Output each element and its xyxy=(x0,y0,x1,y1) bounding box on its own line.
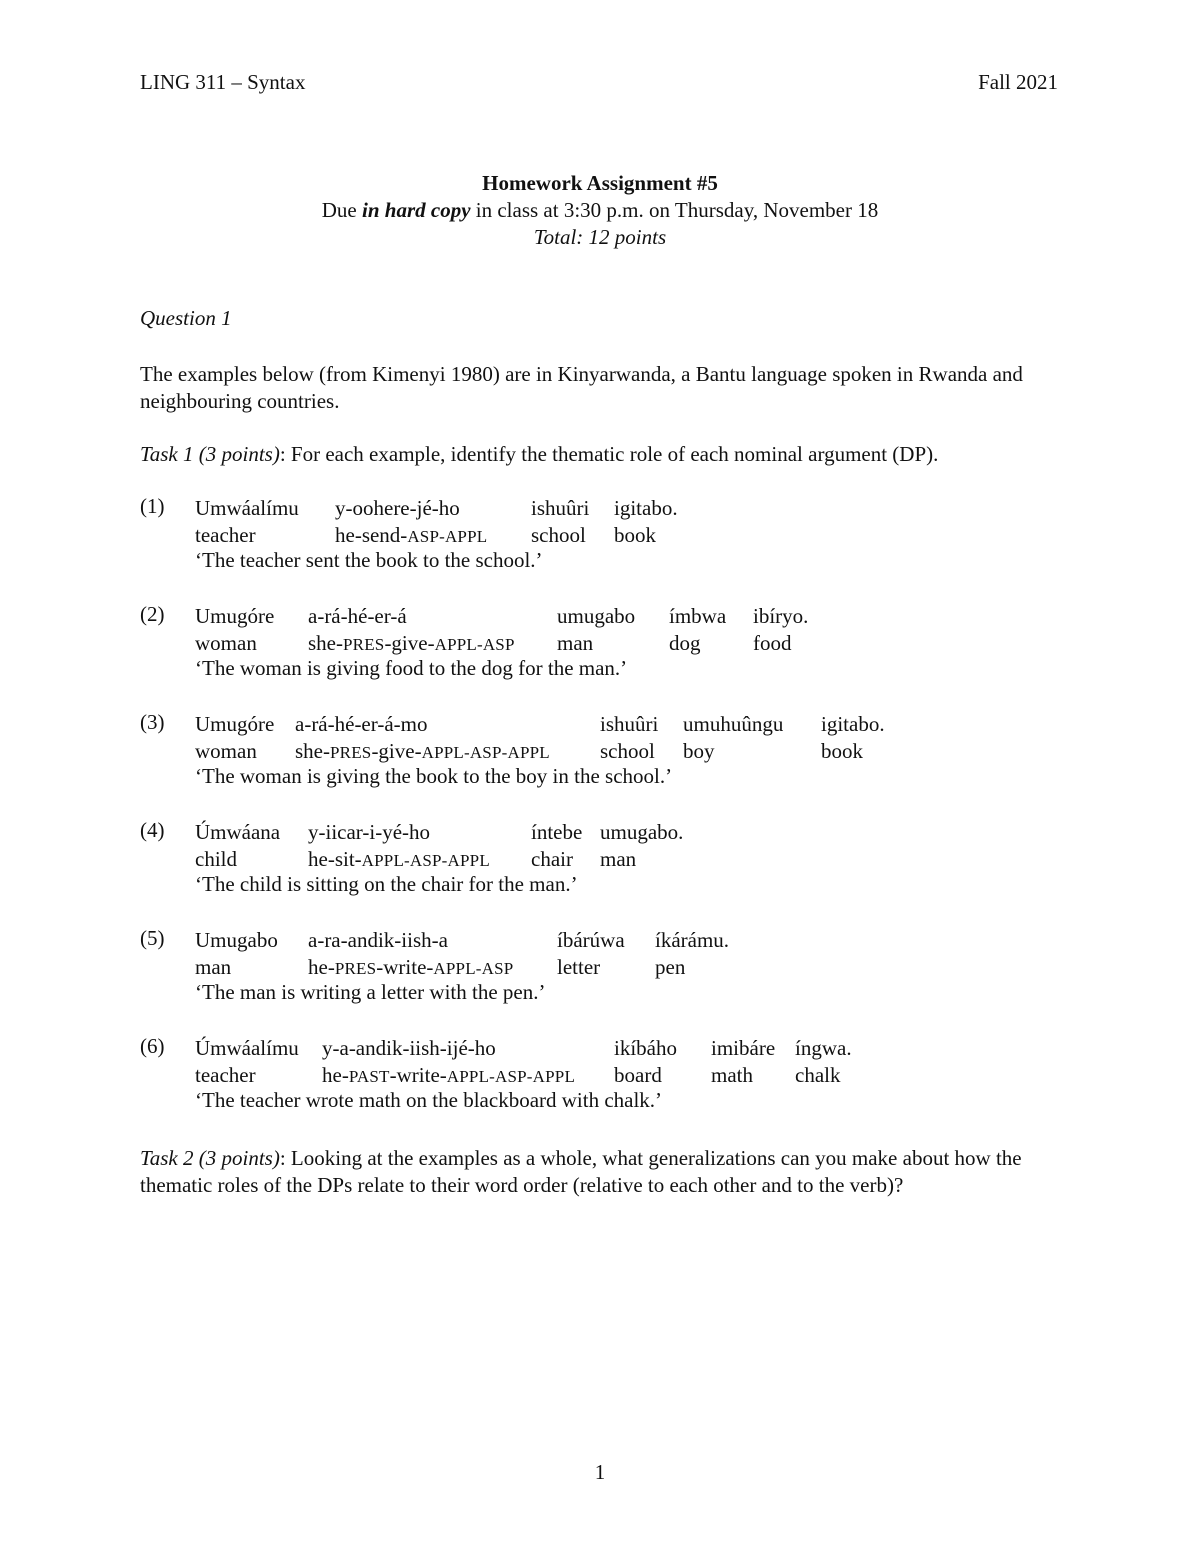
due-line xyxy=(0,200,1200,221)
gloss-item xyxy=(195,631,257,656)
task2-label: Task 2 (3 points) xyxy=(140,1146,280,1170)
example-number: (2) xyxy=(140,602,165,626)
due-suffix: in class at 3:30 p.m. on Thursday, November 18 xyxy=(470,198,879,222)
kinyarwanda-word: Umugóre xyxy=(195,604,275,628)
gloss-text: boy xyxy=(683,739,715,763)
question-label: Question 1 xyxy=(140,306,232,330)
total-points: Total: 12 points xyxy=(533,225,667,249)
kinyarwanda-word: y-oohere-jé-ho xyxy=(335,496,460,520)
gloss-item xyxy=(195,523,256,548)
kinyarwanda-word: Úmwáana xyxy=(195,820,281,844)
gloss-item xyxy=(600,847,636,872)
gloss-text: food xyxy=(753,631,792,655)
gloss-item xyxy=(683,739,715,764)
gloss-text: chalk xyxy=(795,1063,841,1087)
gloss-item xyxy=(195,739,257,764)
gloss-text: book xyxy=(614,523,656,547)
kinyarwanda-word: ishuûri xyxy=(531,496,590,520)
gloss-text: -write- xyxy=(389,1063,447,1087)
gloss-abbreviation: PRES xyxy=(334,959,377,978)
task1-paragraph xyxy=(140,441,1060,468)
gloss-text: -give- xyxy=(371,739,422,763)
kinyarwanda-word: íntebe xyxy=(531,820,583,844)
gloss-item xyxy=(669,631,701,656)
gloss-abbreviation: APPL-ASP xyxy=(433,959,514,978)
gloss-text: man xyxy=(600,847,637,871)
gloss-item xyxy=(614,523,656,548)
gloss-text: chair xyxy=(531,847,573,871)
gloss-abbreviation: APPL-ASP-APPL xyxy=(361,851,490,870)
task2-text: : Looking at the examples as a whole, what generalizations can you make about how the thematic roles of the DPs relate to their word order (relative to each other and to the verb)? xyxy=(140,1146,1022,1197)
gloss-text: man xyxy=(195,955,232,979)
gloss-item xyxy=(753,631,792,656)
kinyarwanda-word: íkárámu. xyxy=(655,928,730,952)
kinyarwanda-word: imibáre xyxy=(711,1036,776,1060)
gloss-text: she- xyxy=(295,739,330,763)
gloss-abbreviation: PAST xyxy=(348,1067,390,1086)
kinyarwanda-word: igitabo. xyxy=(821,712,885,736)
example-number: (1) xyxy=(140,494,165,518)
kinyarwanda-word: umuhuûngu xyxy=(683,712,784,736)
kinyarwanda-word: íngwa. xyxy=(795,1036,852,1060)
kinyarwanda-word: ishuûri xyxy=(600,712,659,736)
gloss-item xyxy=(795,1063,840,1088)
gloss-text: she- xyxy=(308,631,343,655)
gloss-text: woman xyxy=(195,631,257,655)
kinyarwanda-word: ikíbáho xyxy=(614,1036,677,1060)
gloss-text: -give- xyxy=(384,631,435,655)
example-translation: ‘The man is writing a letter with the pen.’ xyxy=(195,980,546,1004)
gloss-text: pen xyxy=(655,955,686,979)
gloss-text: woman xyxy=(195,739,257,763)
gloss-text: he- xyxy=(308,955,335,979)
gloss-item xyxy=(308,631,515,656)
gloss-item xyxy=(600,739,655,764)
gloss-text: -write- xyxy=(376,955,434,979)
kinyarwanda-word: y-iicar-i-yé-ho xyxy=(308,820,431,844)
kinyarwanda-word: a-rá-hé-er-á xyxy=(308,604,407,628)
gloss-text: letter xyxy=(557,955,601,979)
gloss-item xyxy=(531,847,573,872)
gloss-item xyxy=(195,847,237,872)
kinyarwanda-word: Umugabo xyxy=(195,928,278,952)
gloss-text: math xyxy=(711,1063,753,1087)
kinyarwanda-word: igitabo. xyxy=(614,496,678,520)
page-title: Homework Assignment #5 xyxy=(482,171,718,195)
gloss-text: school xyxy=(531,523,586,547)
gloss-text: he-sit- xyxy=(308,847,362,871)
gloss-text: school xyxy=(600,739,655,763)
gloss-text: he- xyxy=(322,1063,349,1087)
gloss-text: board xyxy=(614,1063,662,1087)
gloss-abbreviation: APPL-ASP-APPL xyxy=(446,1067,576,1086)
gloss-item xyxy=(335,523,487,548)
gloss-abbreviation: ASP-APPL xyxy=(407,527,488,546)
gloss-abbreviation: APPL-ASP-APPL xyxy=(421,743,550,762)
gloss-text: teacher xyxy=(195,1063,256,1087)
kinyarwanda-word: ibíryo. xyxy=(753,604,809,628)
gloss-text: dog xyxy=(669,631,701,655)
example-translation: ‘The child is sitting on the chair for the man.’ xyxy=(195,872,578,896)
gloss-abbreviation: PRES xyxy=(343,635,385,654)
gloss-item xyxy=(308,847,490,872)
gloss-abbreviation: PRES xyxy=(330,743,372,762)
gloss-text: child xyxy=(195,847,237,871)
course-label: LING 311 – Syntax xyxy=(140,70,306,94)
example-number: (5) xyxy=(140,926,165,950)
page-number: 1 xyxy=(594,1460,606,1484)
gloss-text: teacher xyxy=(195,523,256,547)
term-label: Fall 2021 xyxy=(978,70,1058,94)
task2-paragraph xyxy=(140,1145,1060,1199)
gloss-item xyxy=(308,955,513,980)
example-translation: ‘The woman is giving the book to the boy in the school.’ xyxy=(195,764,673,788)
gloss-item xyxy=(557,631,593,656)
gloss-item xyxy=(821,739,863,764)
task1-label: Task 1 (3 points) xyxy=(140,442,280,466)
gloss-item xyxy=(195,955,231,980)
kinyarwanda-word: a-rá-hé-er-á-mo xyxy=(295,712,428,736)
kinyarwanda-word: íbárúwa xyxy=(557,928,625,952)
kinyarwanda-word: Úmwáalímu xyxy=(195,1036,299,1060)
example-number: (6) xyxy=(140,1034,165,1058)
example-number: (3) xyxy=(140,710,165,734)
task1-text: : For each example, identify the thematic role of each nominal argument (DP). xyxy=(279,442,939,466)
kinyarwanda-word: Umugóre xyxy=(195,712,275,736)
intro-paragraph: The examples below (from Kimenyi 1980) are in Kinyarwanda, a Bantu language spoken in Rwanda and neighbouring countries. xyxy=(140,362,1023,413)
due-emphasis: in hard copy xyxy=(362,198,471,222)
gloss-item xyxy=(195,1063,256,1088)
example-translation: ‘The woman is giving food to the dog for the man.’ xyxy=(195,656,628,680)
gloss-abbreviation: APPL-ASP xyxy=(434,635,515,654)
kinyarwanda-word: y-a-andik-iish-ijé-ho xyxy=(322,1036,496,1060)
gloss-item xyxy=(531,523,586,548)
gloss-item xyxy=(614,1063,662,1088)
kinyarwanda-word: a-ra-andik-iish-a xyxy=(308,928,448,952)
gloss-item xyxy=(711,1063,753,1088)
due-prefix: Due xyxy=(321,198,363,222)
gloss-item xyxy=(557,955,600,980)
gloss-text: man xyxy=(557,631,594,655)
gloss-text: book xyxy=(821,739,863,763)
gloss-item xyxy=(295,739,550,764)
example-translation: ‘The teacher sent the book to the school.’ xyxy=(195,548,543,572)
gloss-item xyxy=(322,1063,575,1088)
gloss-text: he-send- xyxy=(335,523,408,547)
kinyarwanda-word: Umwáalímu xyxy=(195,496,299,520)
kinyarwanda-word: ímbwa xyxy=(669,604,727,628)
example-translation: ‘The teacher wrote math on the blackboard with chalk.’ xyxy=(195,1088,663,1112)
example-number: (4) xyxy=(140,818,165,842)
gloss-item xyxy=(655,955,685,980)
kinyarwanda-word: umugabo. xyxy=(600,820,684,844)
kinyarwanda-word: umugabo xyxy=(557,604,636,628)
